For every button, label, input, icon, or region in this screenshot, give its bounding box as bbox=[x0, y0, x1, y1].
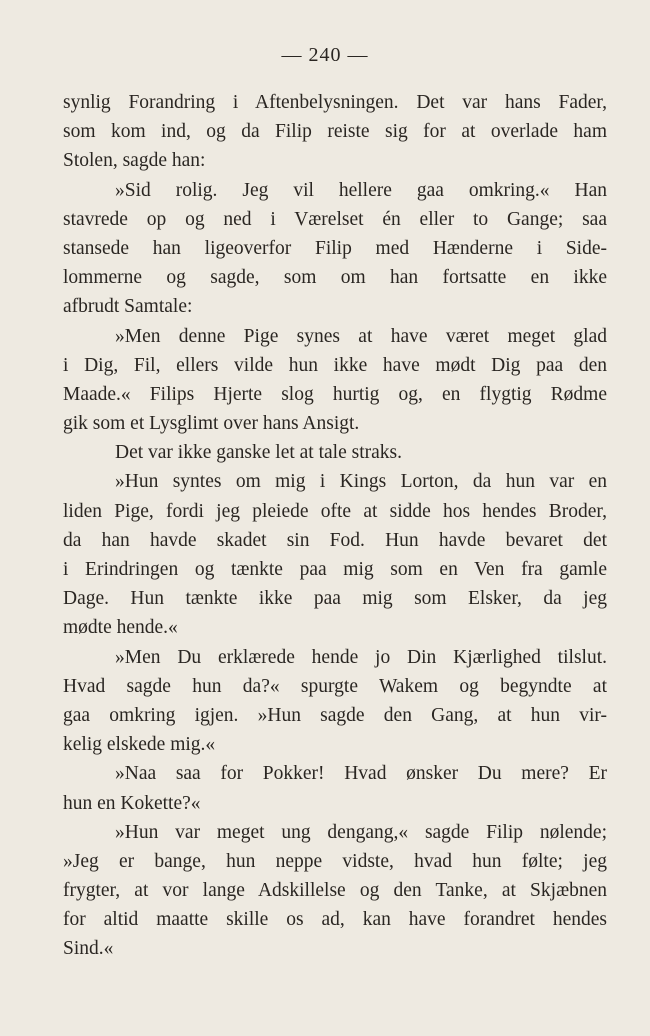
text-line: »Sid rolig. Jeg vil hellere gaa omkring.« Han bbox=[115, 179, 607, 201]
text-line: Maade.« Filips Hjerte slog hurtig og, en flygtig Rødme bbox=[63, 383, 607, 405]
text-line: Dage. Hun tænkte ikke paa mig som Elsker, da jeg bbox=[63, 588, 607, 610]
text-line: for altid maatte skille os ad, kan have forandret hendes bbox=[63, 909, 607, 931]
text-line: »Jeg er bange, hun neppe vidste, hvad hun følte; jeg bbox=[63, 850, 607, 872]
text-line: synlig Forandring i Aftenbelysningen. Det var hans Fader, bbox=[63, 92, 607, 113]
text-line: »Hun var meget ung dengang,« sagde Filip nølende; bbox=[115, 821, 607, 843]
text-line: »Hun syntes om mig i Kings Lorton, da hun var en bbox=[115, 471, 607, 493]
text-line: Det var ikke ganske let at tale straks. bbox=[115, 442, 402, 464]
text-line: stavrede op og ned i Værelset én eller to Gange; saa bbox=[63, 208, 607, 230]
text-line: lommerne og sagde, som om han fortsatte en ikke bbox=[63, 267, 607, 289]
text-line: hun en Kokette?« bbox=[63, 792, 201, 814]
text-line: mødte hende.« bbox=[63, 617, 178, 639]
text-line: stansede han ligeoverfor Filip med Hænderne i Side- bbox=[63, 237, 607, 259]
text-line: som kom ind, og da Filip reiste sig for at overlade ham bbox=[63, 121, 607, 143]
page-number: — 240 — bbox=[281, 44, 369, 66]
body-text bbox=[63, 88, 607, 964]
text-line: »Naa saa for Pokker! Hvad ønsker Du mere? Er bbox=[115, 763, 607, 785]
text-line: afbrudt Samtale: bbox=[63, 296, 193, 318]
text-line: da han havde skadet sin Fod. Hun havde bevaret det bbox=[63, 529, 607, 551]
text-line: i Dig, Fil, ellers vilde hun ikke have mødt Dig paa den bbox=[63, 354, 607, 376]
text-line: Stolen, sagde han: bbox=[63, 150, 206, 172]
text-line: Sind.« bbox=[63, 938, 114, 960]
text-line: i Erindringen og tænkte paa mig som en Ven fra gamle bbox=[63, 559, 607, 580]
text-line: »Men Du erklærede hende jo Din Kjærlighed tilslut. bbox=[115, 646, 607, 668]
text-line: liden Pige, fordi jeg pleiede ofte at sidde hos hendes Broder, bbox=[63, 500, 607, 522]
text-line: frygter, at vor lange Adskillelse og den Tanke, at Skjæbnen bbox=[63, 880, 607, 902]
text-line: Hvad sagde hun da?« spurgte Wakem og begyndte at bbox=[63, 675, 607, 697]
text-line: kelig elskede mig.« bbox=[63, 734, 216, 756]
text-line: »Men denne Pige synes at have været meget glad bbox=[115, 325, 607, 347]
text-line: gik som et Lysglimt over hans Ansigt. bbox=[63, 413, 360, 435]
text-line: gaa omkring igjen. »Hun sagde den Gang, at hun vir- bbox=[63, 704, 607, 726]
